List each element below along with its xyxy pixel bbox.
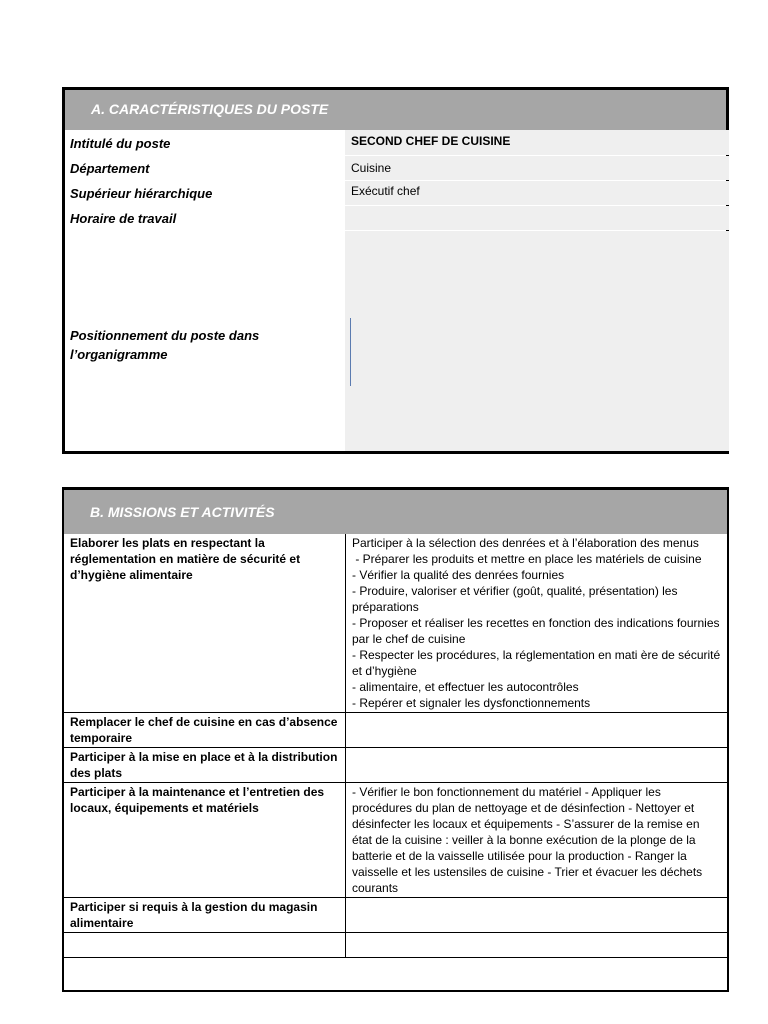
value-supervisor: Exécutif chef bbox=[345, 181, 729, 205]
section-a-table bbox=[62, 87, 729, 454]
activity-item: - Repérer et signaler les dysfonctionnements bbox=[352, 696, 591, 710]
label-job-title: Intitulé du poste bbox=[70, 136, 171, 151]
table-row bbox=[64, 783, 727, 898]
section-b-header bbox=[64, 490, 727, 534]
activities-cell bbox=[346, 713, 728, 748]
value-department: Cuisine bbox=[345, 156, 729, 180]
section-b-title: B. MISSIONS ET ACTIVITÉS bbox=[90, 504, 275, 520]
activity-item: - alimentaire, et effectuer les autocontrôles bbox=[352, 680, 579, 694]
activity-item: - Respecter les procédures, la réglementation en mati ère de sécurité et d’hygiène bbox=[352, 648, 721, 678]
activities-cell bbox=[346, 534, 728, 713]
activities-cell bbox=[346, 783, 728, 898]
text-cursor bbox=[350, 318, 351, 386]
table-row bbox=[64, 748, 727, 783]
label-working-hours: Horaire de travail bbox=[70, 211, 177, 226]
mission-cell bbox=[64, 933, 346, 958]
activity-item: - Vérifier le bon fonctionnement du matériel - Appliquer les procédures du plan de nettoyage et de désinfection - Nettoyer et désinfecter les locaux et équipements - S’assurer de la remise en état de la cuisine : veiller à la bonne exécution de la plonge de la batterie et de la vaisselle utilisée pour la production - Ranger la vaisselle et les ustensiles de cuisine - Trier et évacuer les déchets courants bbox=[352, 785, 703, 895]
activities-cell bbox=[346, 898, 728, 933]
value-working-hours bbox=[345, 206, 729, 230]
label-org-position: Positionnement du poste dans l’organigramme bbox=[70, 328, 260, 362]
section-a-title: A. CARACTÉRISTIQUES DU POSTE bbox=[91, 101, 329, 117]
activities-cell bbox=[346, 933, 728, 958]
table-row bbox=[64, 534, 727, 713]
label-department: Département bbox=[70, 161, 150, 176]
section-b-table bbox=[62, 487, 729, 992]
activity-item: Participer à la sélection des denrées et à l’élaboration des menus bbox=[352, 536, 699, 550]
table-row bbox=[64, 713, 727, 748]
mission-cell: Elaborer les plats en respectant la réglementation en matière de sécurité et d’hygiène alimentaire bbox=[64, 534, 346, 713]
section-a-header bbox=[65, 90, 726, 130]
activity-item: - Produire, valoriser et vérifier (goût, qualité, présentation) les préparations bbox=[352, 584, 678, 614]
table-row bbox=[64, 933, 727, 958]
mission-cell: Participer à la mise en place et à la distribution des plats bbox=[64, 748, 346, 783]
value-job-title: SECOND CHEF DE CUISINE bbox=[345, 130, 729, 155]
activities-cell bbox=[346, 748, 728, 783]
mission-cell: Participer si requis à la gestion du magasin alimentaire bbox=[64, 898, 346, 933]
activity-item: - Préparer les produits et mettre en place les matériels de cuisine bbox=[352, 552, 702, 566]
table-row bbox=[64, 898, 727, 933]
mission-cell: Remplacer le chef de cuisine en cas d’absence temporaire bbox=[64, 713, 346, 748]
label-supervisor: Supérieur hiérarchique bbox=[70, 186, 213, 201]
missions-table bbox=[64, 534, 727, 958]
value-org-position bbox=[345, 231, 729, 451]
activity-item: - Vérifier la qualité des denrées fournies bbox=[352, 568, 565, 582]
activity-item: - Proposer et réaliser les recettes en fonction des indications fournies par le chef de cuisine bbox=[352, 616, 720, 646]
mission-cell: Participer à la maintenance et l’entretien des locaux, équipements et matériels bbox=[64, 783, 346, 898]
